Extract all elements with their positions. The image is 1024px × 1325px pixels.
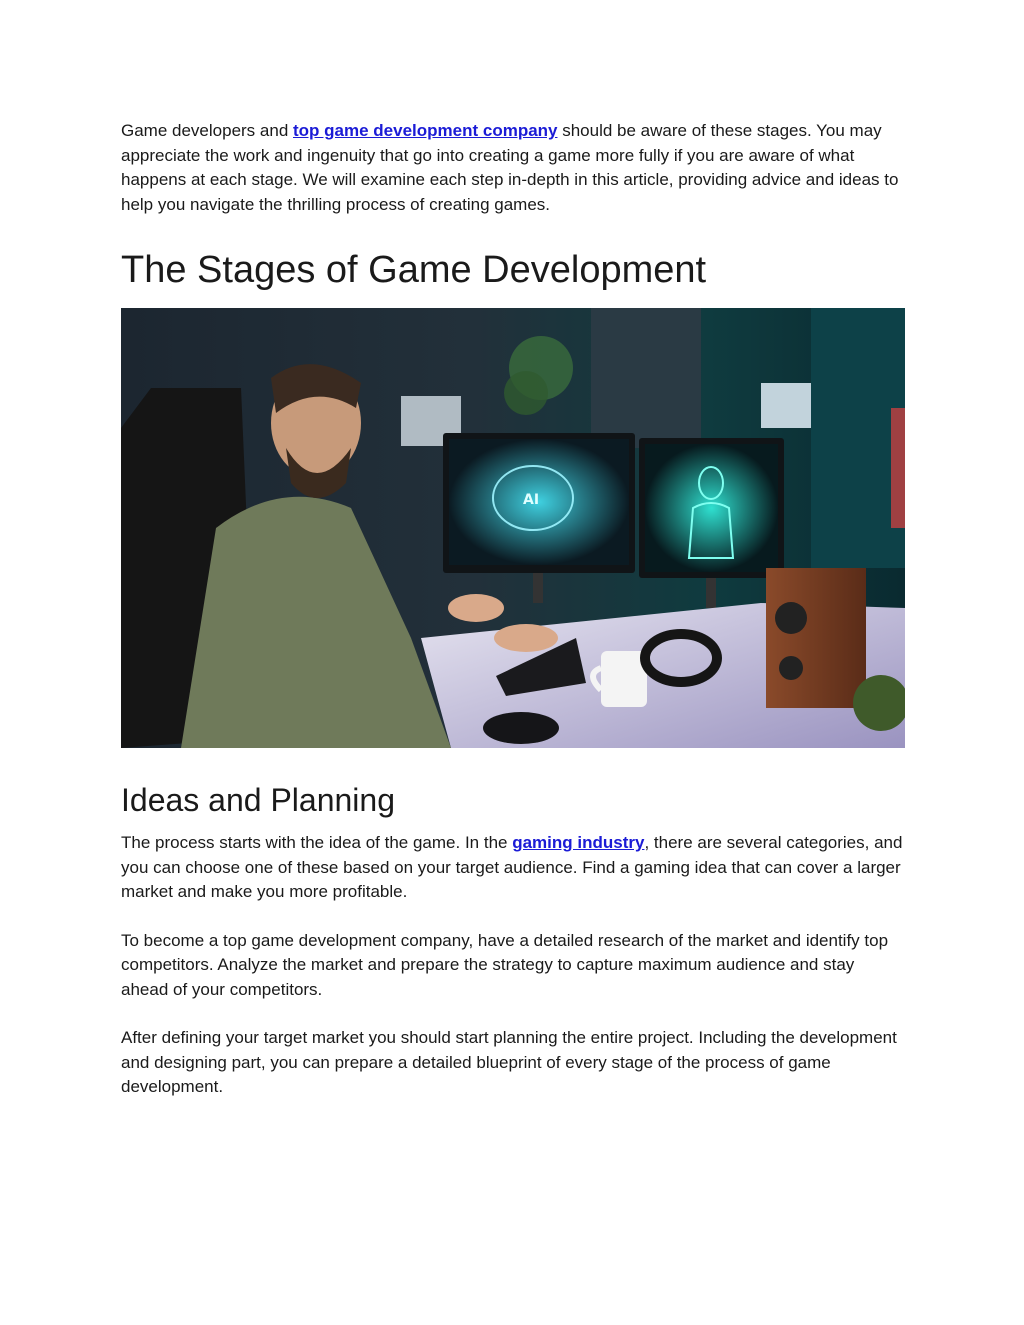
intro-text-start: Game developers and <box>121 121 293 140</box>
ideas-paragraph-1 <box>121 831 905 905</box>
ai-screen-label: AI <box>523 492 540 508</box>
ideas-planning-heading: Ideas and Planning <box>121 782 395 818</box>
article-body <box>121 119 905 1100</box>
intro-paragraph <box>121 119 905 217</box>
ideas-p1-text-start: The process starts with the idea of the game. In the <box>121 833 513 852</box>
ideas-paragraph-2: To become a top game development company, have a detailed research of the market and identify top competitors. Analyze the market and prepare the strategy to capture maximum audience and stay ahead of your competitors. <box>121 930 889 999</box>
stages-heading: The Stages of Game Development <box>121 249 707 291</box>
hero-image <box>121 308 905 748</box>
ideas-paragraph-3: After defining your target market you should start planning the entire project. Including the development and designing part, you can prepare a detailed blueprint of every stage of the process of game development. <box>121 1028 897 1096</box>
ideas-p1-text-end: , there are several categories, and you can choose one of these based on your target audience. Find a gaming idea that can cover a larger market and make you more profitable. <box>121 833 903 901</box>
top-game-development-company-link[interactable]: top game development company <box>293 121 558 140</box>
gaming-industry-link[interactable]: gaming industry <box>512 833 645 852</box>
intro-text-end: should be aware of these stages. You may appreciate the work and ingenuity that go into creating a game more fully if you are aware of what happens at each stage. We will examine each step in-depth in this article, providing advice and ideas to help you navigate the thrilling process of creating games. <box>121 121 899 214</box>
